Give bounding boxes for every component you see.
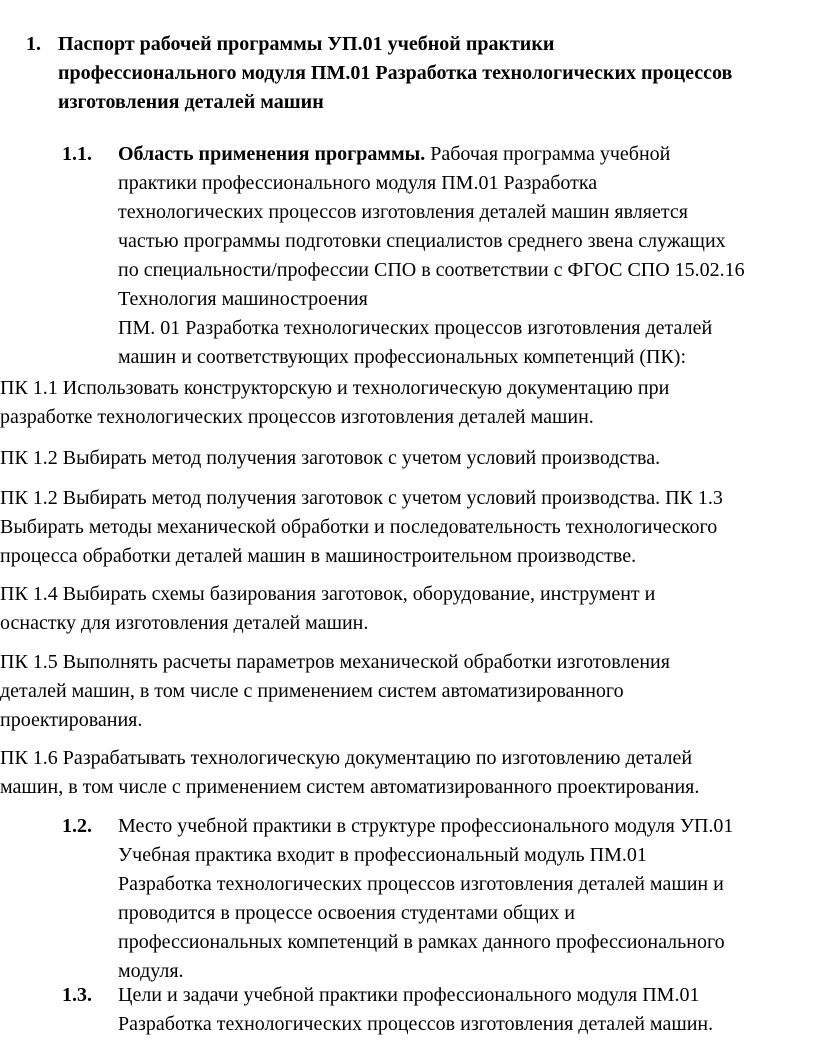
competency-line: ПК 1.6 Разрабатывать технологическую документацию по изготовлению деталей (0, 747, 693, 769)
section-line: модуля. (118, 960, 184, 982)
heading-line: Паспорт рабочей программы УП.01 учебной практики (58, 33, 555, 55)
section-line: Разработка технологических процессов изготовления деталей машин и (118, 873, 724, 895)
section-line: Цели и задачи учебной практики профессионального модуля ПМ.01 (118, 984, 700, 1006)
section-line: Технология машиностроения (118, 288, 368, 310)
heading-line: изготовления деталей машин (58, 91, 324, 113)
competency-line: оснастку для изготовления деталей машин. (0, 612, 369, 634)
competency-line: ПК 1.1 Использовать конструкторскую и технологическую документацию при (0, 377, 670, 399)
competency-line: ПК 1.5 Выполнять расчеты параметров механической обработки изготовления (0, 651, 670, 673)
competency-line: проектирования. (0, 709, 143, 731)
competency-line: машин, в том числе с применением систем автоматизированного проектирования. (0, 776, 700, 798)
section-line: Разработка технологических процессов изготовления деталей машин. (118, 1013, 714, 1035)
section-line: частью программы подготовки специалистов среднего звена служащих (118, 230, 726, 252)
section-1-3 (62, 981, 812, 1039)
competency-pk-1-4 (0, 580, 816, 638)
section-line: профессиональных компетенций в рамках данного профессионального (118, 931, 725, 953)
section-first-line-rest: Рабочая программа учебной (425, 143, 671, 165)
section-number: 1.3. (62, 984, 92, 1006)
section-line: машин и соответствующих профессиональных компетенций (ПК): (118, 346, 687, 368)
heading-line: профессионального модуля ПМ.01 Разработка технологических процессов (58, 62, 733, 84)
section-1-2 (62, 812, 812, 986)
section-bold-label: Область применения программы. (118, 143, 426, 165)
competency-pk-1-5 (0, 648, 816, 735)
section-line: Место учебной практики в структуре профессионального модуля УП.01 (118, 815, 734, 837)
competency-line: процесса обработки деталей машин в машиностроительном производстве. (0, 545, 637, 567)
competency-line: деталей машин, в том числе с применением систем автоматизированного (0, 680, 624, 702)
competency-line: Выбирать методы механической обработки и последовательность технологического (0, 516, 718, 538)
section-number: 1.2. (62, 815, 92, 837)
competency-line: разработке технологических процессов изготовления деталей машин. (0, 406, 594, 428)
competency-pk-1-1 (0, 374, 816, 432)
section-line: по специальности/профессии СПО в соответствии с ФГОС СПО 15.02.16 (118, 259, 745, 281)
heading-number: 1. (26, 33, 41, 55)
competency-pk-1-2 (0, 444, 816, 473)
section-number: 1.1. (62, 143, 92, 165)
section-line: практики профессионального модуля ПМ.01 Разработка (118, 172, 598, 194)
main-heading (26, 30, 816, 117)
section-1-1 (62, 140, 812, 372)
section-line: проводится в процессе освоения студентами общих и (118, 902, 575, 924)
section-first-line (118, 140, 812, 169)
competency-pk-1-2-1-3 (0, 484, 816, 571)
section-line: ПМ. 01 Разработка технологических процессов изготовления деталей (118, 317, 713, 339)
section-line: Учебная практика входит в профессиональный модуль ПМ.01 (118, 844, 647, 866)
competency-pk-1-6 (0, 744, 816, 802)
competency-line: ПК 1.2 Выбирать метод получения заготовок с учетом условий производства. ПК 1.3 (0, 487, 723, 509)
competency-line: ПК 1.2 Выбирать метод получения заготовок с учетом условий производства. (0, 447, 661, 469)
competency-line: ПК 1.4 Выбирать схемы базирования заготовок, оборудование, инструмент и (0, 583, 656, 605)
section-line: технологических процессов изготовления деталей машин является (118, 201, 688, 223)
